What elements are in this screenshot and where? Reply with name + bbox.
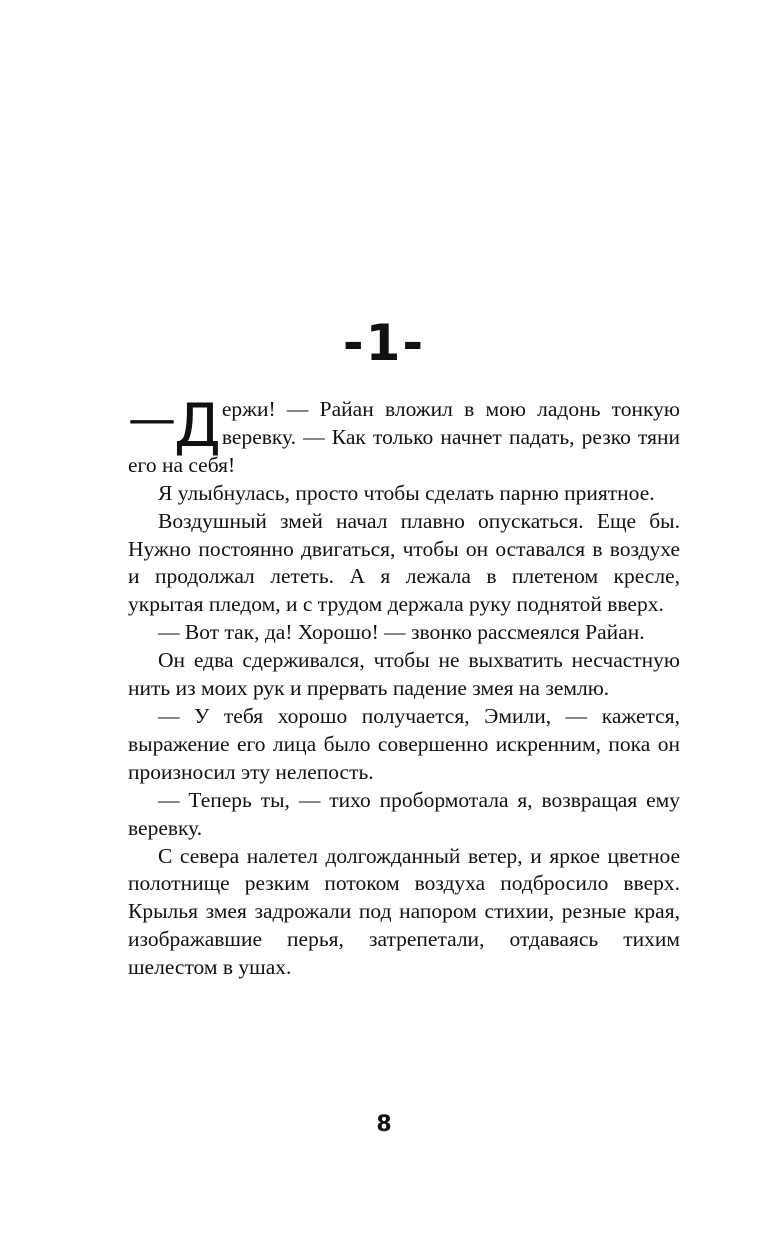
drop-cap-dash: —	[128, 391, 176, 447]
paragraph-3: Воздушный змей начал плавно опускаться. Еще бы. Нужно постоянно двигаться, чтобы он оставался в воздухе и продолжал лететь. А я лежала в плетеном кресле, укрытая пледом, и с трудом держала руку поднятой вверх.	[128, 508, 680, 617]
paragraph-1	[128, 391, 680, 480]
paragraph-8: С севера налетел долгожданный ветер, и яркое цветное полотнище резким потоком воздуха подбросило вверх. Крылья змея задрожали под напором стихии, резные края, изображавшие перья, затрепетали, отдаваясь тихим шелестом в ушах.	[128, 843, 680, 980]
paragraph-1-text: ержи! — Райан вложил в мою ладонь тонкую веревку. — Как только начнет падать, резко тяни его на себя!	[128, 397, 680, 477]
paragraph-2: Я улыбнулась, просто чтобы сделать парню приятное.	[158, 480, 655, 505]
chapter-body	[128, 391, 680, 982]
drop-cap-letter: Д	[174, 391, 221, 461]
paragraph-6: — У тебя хорошо получается, Эмили, — кажется, выражение его лица было совершенно искренним, пока он произносил эту нелепость.	[128, 703, 680, 784]
paragraph-4: — Вот так, да! Хорошо! — звонко рассмеялся Райан.	[158, 620, 645, 645]
page-number: 8	[376, 1112, 392, 1137]
paragraph-7: — Теперь ты, — тихо пробормотала я, возвращая ему веревку.	[128, 787, 680, 840]
drop-cap	[128, 391, 221, 461]
chapter-title: -1-	[342, 314, 426, 372]
paragraph-5: Он едва сдерживался, чтобы не выхватить несчастную нить из моих рук и прервать падение змея на землю.	[128, 648, 680, 701]
